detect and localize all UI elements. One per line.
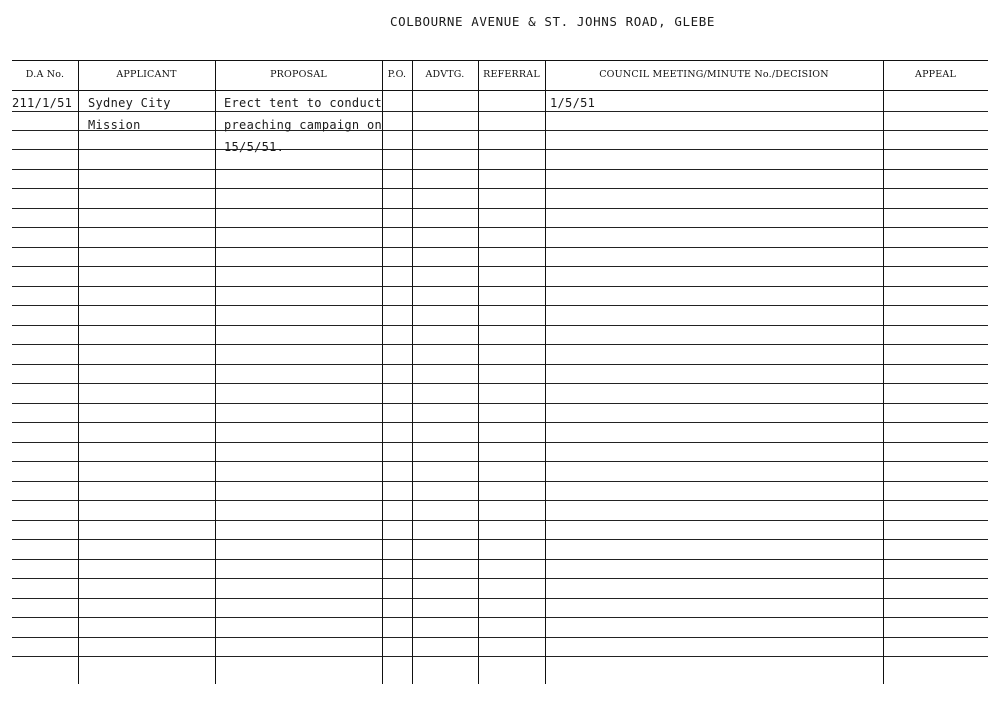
entry-applicant-line: Mission [88, 118, 141, 132]
row-rule [12, 188, 988, 189]
header-da-no: D.A No. [25, 69, 65, 80]
row-rule [12, 637, 988, 638]
row-rule [12, 383, 988, 384]
row-rule [12, 656, 988, 657]
entry-da-no: 211/1/51 [12, 96, 73, 110]
column-divider [883, 60, 884, 684]
row-rule [12, 442, 988, 443]
column-divider [412, 60, 413, 684]
row-rule [12, 247, 988, 248]
header-advtg: ADVTG. [425, 69, 465, 80]
entry-applicant-line: Sydney City [88, 96, 171, 110]
column-divider [382, 60, 383, 684]
row-rule [12, 578, 988, 579]
column-divider [215, 60, 216, 684]
row-rule [12, 111, 988, 112]
row-rule [12, 617, 988, 618]
row-rule [12, 598, 988, 599]
row-rule [12, 130, 988, 131]
row-rule [12, 266, 988, 267]
row-rule [12, 500, 988, 501]
row-rule [12, 481, 988, 482]
row-rule [12, 305, 988, 306]
row-rule [12, 422, 988, 423]
row-rule [12, 403, 988, 404]
row-rule [12, 344, 988, 345]
row-rule [12, 539, 988, 540]
entry-proposal-line: Erect tent to conduct [224, 96, 383, 110]
row-rule [12, 149, 988, 150]
column-divider [478, 60, 479, 684]
row-rule [12, 286, 988, 287]
header-appeal: APPEAL [915, 69, 956, 80]
register-table [12, 60, 988, 684]
table-top-rule [12, 60, 988, 61]
entry-proposal-line: 15/5/51. [224, 140, 285, 154]
row-rule [12, 169, 988, 170]
row-rule [12, 227, 988, 228]
header-referral: REFERRAL [483, 69, 540, 80]
entry-council-date: 1/5/51 [550, 96, 596, 110]
header-po: P.O. [387, 69, 407, 80]
row-rule [12, 461, 988, 462]
page-title: COLBOURNE AVENUE & ST. JOHNS ROAD, GLEBE [390, 14, 716, 29]
row-rule [12, 208, 988, 209]
header-proposal: PROPOSAL [270, 69, 327, 80]
row-rule [12, 364, 988, 365]
header-council-decision: COUNCIL MEETING/MINUTE No./DECISION [599, 69, 829, 80]
column-divider [78, 60, 79, 684]
header-bottom-rule [12, 90, 988, 91]
row-rule [12, 520, 988, 521]
header-applicant: APPLICANT [116, 69, 177, 80]
row-rule [12, 559, 988, 560]
column-divider [545, 60, 546, 684]
row-rule [12, 325, 988, 326]
entry-proposal-line: preaching campaign on [224, 118, 383, 132]
